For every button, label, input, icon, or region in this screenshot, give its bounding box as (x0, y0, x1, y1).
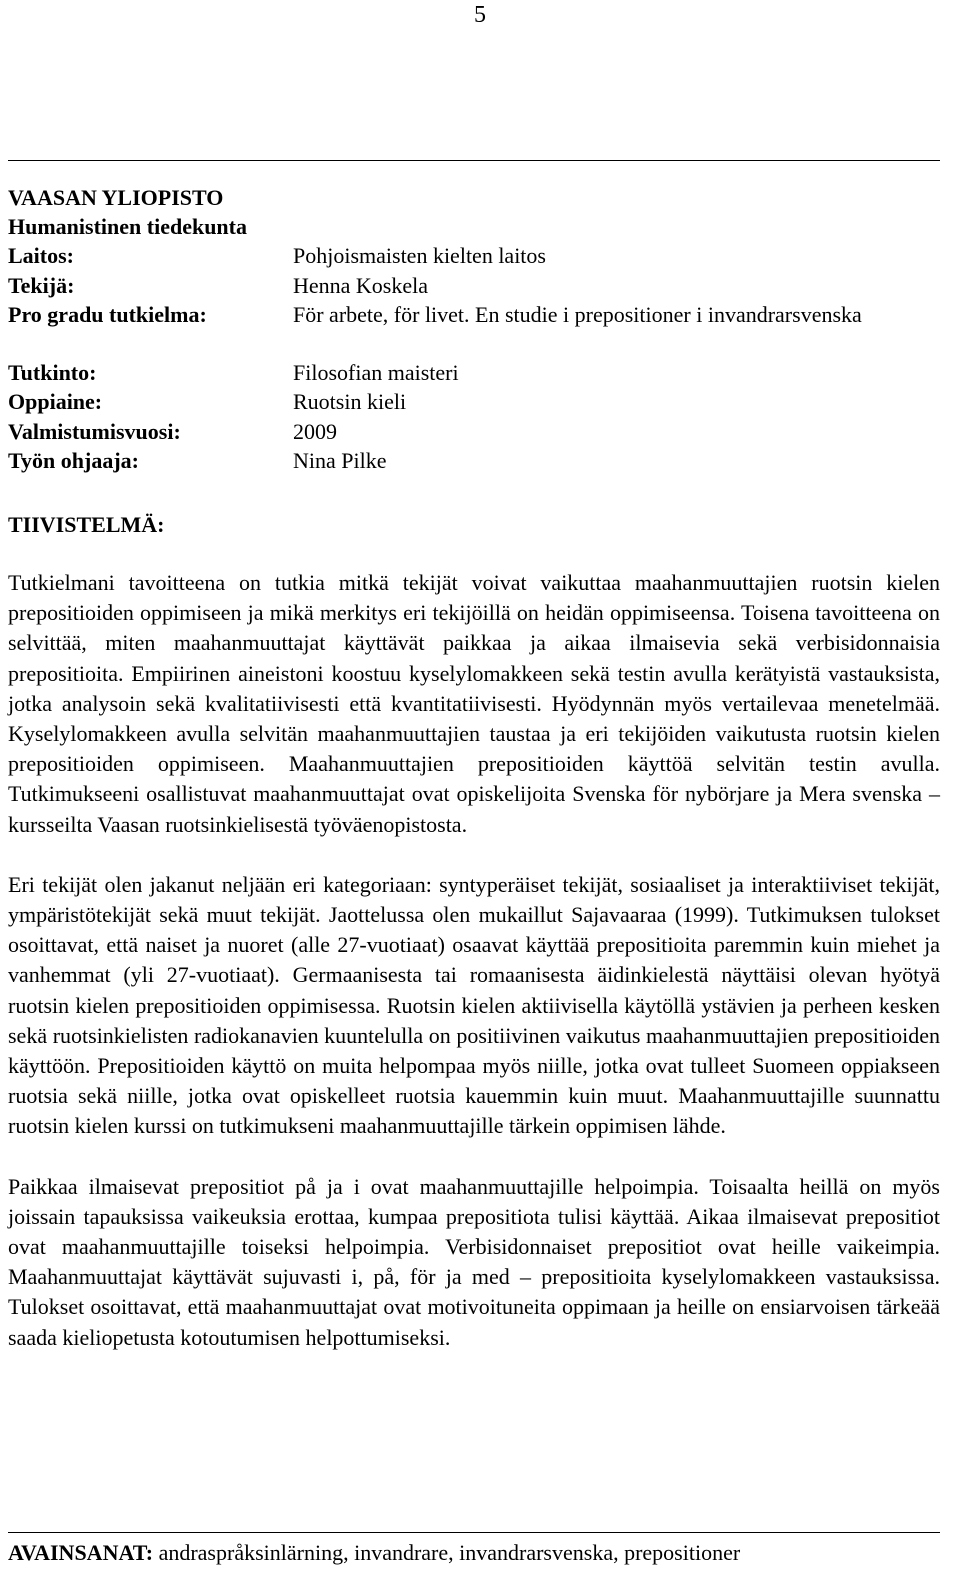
meta-value: För arbete, för livet. En studie i prepositioner i invandrarsvenska (293, 301, 862, 327)
meta-row-subject (8, 387, 940, 416)
meta-label: Valmistumisvuosi: (8, 418, 181, 444)
keywords-label: AVAINSANAT: (8, 1540, 154, 1565)
keywords-value: andraspråksinlärning, invandrare, invandrarsvenska, prepositioner (158, 1540, 741, 1565)
abstract-paragraph: Tutkielmani tavoitteena on tutkia mitkä tekijät voivat vaikuttaa maahanmuuttajien ruotsin kielen prepositioiden oppimiseen ja mikä merkitys eri tekijöillä on heidän oppimiseensa. Toisena tavoitteena on selvittää, miten maahanmuuttajat käyttävät paikkaa ja aikaa ilmaisevia sekä verbisidonnaisia prepositioita. Empiirinen aineistoni koostuu kyselylomakkeen sekä testin avulla kerätyistä vastauksista, jotka analysoin sekä kvalitatiivisesti että kvantitatiivisesti. Hyödynnän myös vertailevaa menetelmää. Kyselylomakkeen avulla selvitän maahanmuuttajien taustaa ja eri tekijöiden vaikutusta ruotsin kielen prepositioiden oppimiseen. Maahanmuuttajien prepositioiden käyttöä selvitän testin avulla. Tutkimukseeni osallistuvat maahanmuuttajat ovat opiskelijoita Svenska för nybörjare ja Mera svenska – kursseilta Vaasan ruotsinkielisestä työväenopistosta. (8, 570, 940, 837)
top-rule (8, 160, 940, 161)
meta-value: Pohjoismaisten kielten laitos (293, 243, 546, 269)
meta-label: Oppiaine: (8, 389, 103, 415)
meta-label: Laitos: (8, 243, 74, 269)
keywords-line (8, 1538, 940, 1568)
meta-value: 2009 (293, 418, 337, 444)
meta-value: Henna Koskela (293, 272, 429, 298)
meta-label: Pro gradu tutkielma: (8, 301, 207, 327)
meta-row-supervisor (8, 446, 940, 475)
abstract-heading: TIIVISTELMÄ: (8, 512, 165, 537)
faculty-name: Humanistinen tiedekunta (8, 214, 247, 240)
abstract-paragraph: Paikkaa ilmaisevat prepositiot på ja i ovat maahanmuuttajille helpoimpia. Toisaalta heillä on myös joissain tapauksissa vaikeuksia erottaa, kumpaa prepositiota tulisi käyttää. Aikaa ilmaisevat prepositiot ovat maahanmuuttajille toiseksi helpoimpia. Verbisidonnaiset prepositiot ovat heille vaikeimpia. Maahanmuuttajat käyttävät sujuvasti i, på, för ja med – prepositioita kyselylomakkeen vastauksissa. Tulokset osoittavat, että maahanmuuttajat ovat motivoituneita oppimaan ja heille on ensiarvoisen tärkeää saada kieliopetusta kotoutumisen helpottumiseksi. (8, 1173, 940, 1350)
university-name: VAASAN YLIOPISTO (8, 185, 224, 210)
meta-value: Filosofian maisteri (293, 360, 459, 386)
document-header (8, 183, 940, 475)
meta-row-degree (8, 358, 940, 387)
meta-label: Tutkinto: (8, 360, 97, 386)
meta-row-graduation-year (8, 417, 940, 446)
meta-row-author (8, 271, 940, 300)
abstract-body (8, 568, 940, 1353)
meta-label: Tekijä: (8, 272, 75, 298)
meta-value: Nina Pilke (293, 447, 387, 473)
meta-row-department (8, 241, 940, 270)
page-number: 5 (474, 2, 486, 28)
meta-value: Ruotsin kieli (293, 389, 407, 415)
abstract-paragraph: Eri tekijät olen jakanut neljään eri kategoriaan: syntyperäiset tekijät, sosiaaliset ja interaktiiviset tekijät, ympäristötekijät sekä muut tekijät. Jaottelussa olen mukaillut Sajavaaraa (1999). Tutkimuksen tulokset osoittavat, että naiset ja nuoret (alle 27-vuotiaat) osaavat käyttää prepositioita paremmin kuin miehet ja vanhemmat (yli 27-vuotiaat). Germaanisesta tai romaanisesta äidinkielestä näyttäisi olevan hyötyä ruotsin kielen prepositioiden oppimisessa. Ruotsin kielen aktiivisella käytöllä ystävien ja perheen kesken sekä ruotsinkielisten radiokanavien kuuntelulla on positiivinen vaikutus maahanmuuttajien prepositioiden käyttöön. Prepositioiden käyttö on muita helpompaa myös niille, jotka ovat tulleet Suomeen oppiakseen ruotsia sekä niille, jotka ovat opiskelleet ruotsia kauemmin kuin muut. Maahanmuuttajille suunnattu ruotsin kielen kurssi on tutkimukseni maahanmuuttajille tärkein oppimisen lähde. (8, 871, 940, 1139)
bottom-rule (8, 1532, 940, 1533)
meta-row-thesis-title (8, 300, 940, 358)
meta-label: Työn ohjaaja: (8, 447, 139, 473)
